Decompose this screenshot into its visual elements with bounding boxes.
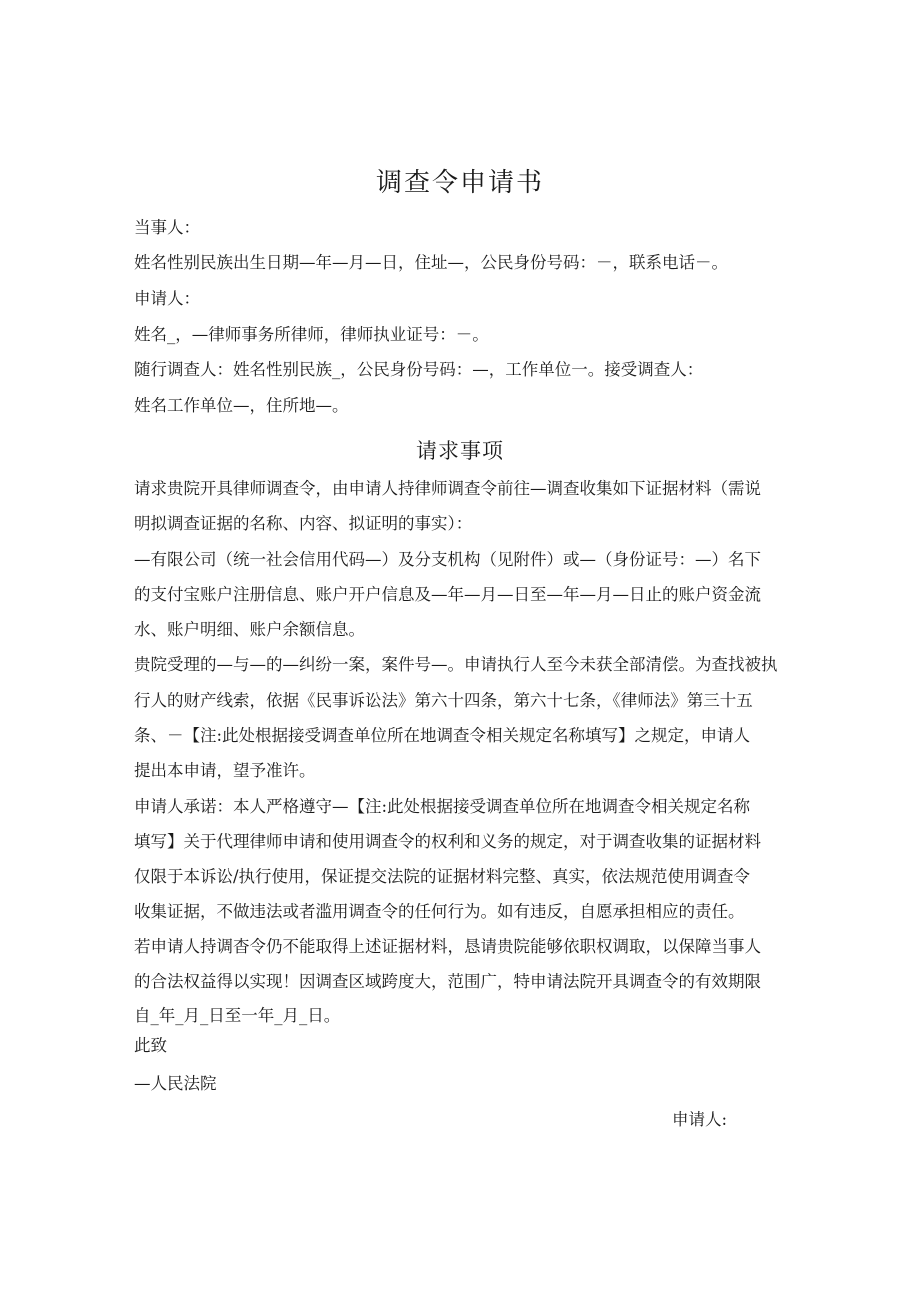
- body-line: 的支付宝账户注册信息、账户开户信息及—年—月—日至—年—月—日止的账户资金流: [134, 585, 761, 604]
- closing: 此致: [134, 1036, 167, 1055]
- body-line: 水、账户明细、账户余额信息。: [134, 620, 365, 639]
- body-line: 填写】关于代理律师申请和使用调查令的权利和义务的规定，对于调查收集的证据材料: [134, 832, 761, 851]
- body-line: 贵院受理的—与—的—纠纷一案，案件号—。申请执行人至今未获全部清偿。为查找被执: [134, 655, 778, 674]
- investigated-info: 姓名工作单位—，住所地—。: [134, 396, 349, 415]
- party-label: 当事人：: [134, 218, 200, 237]
- body-line: 收集证据，不做违法或者滥用调查令的任何行为。如有违反，自愿承担相应的责任。: [134, 902, 745, 921]
- body-line: 的合法权益得以实现！因调查区域跨度大，范围广，特申请法院开具调查令的有效期限: [134, 972, 761, 991]
- body-line: 明拟调查证据的名称、内容、拟证明的事实）：: [134, 514, 473, 533]
- body-line: 自_年_月_日至一年_月_日。: [134, 1006, 341, 1025]
- section-title: 请求事项: [416, 439, 504, 463]
- body-line: 申请人承诺：本人严格遵守—【注:此处根据接受调查单位所在地调查令相关规定名称: [134, 797, 751, 816]
- applicant-label: 申请人：: [134, 289, 200, 308]
- body-line: 提出本申请，望予准许。: [134, 761, 316, 780]
- companion-info: 随行调查人：姓名性别民族_，公民身份号码：—，工作单位一。接受调查人：: [134, 360, 704, 379]
- body-line: 条、－【注:此处根据接受调查单位所在地调查令相关规定名称填写】之规定，申请人: [134, 726, 751, 745]
- applicant-info: 姓名_，—律师事务所律师，律师执业证号：－。: [134, 325, 489, 344]
- signature-label: 申请人:: [672, 1110, 728, 1129]
- party-info: 姓名性别民族出生日期—年—月—日，住址—，公民身份号码：－，联系电话－。: [134, 253, 728, 272]
- body-line: 请求贵院开具律师调查令，由申请人持律师调查令前往—调查收集如下证据材料（需说: [134, 479, 761, 498]
- body-line: —有限公司（统一社会信用代码—）及分支机构（见附件）或—（身份证号：—）名下: [134, 550, 761, 569]
- body-line: 行人的财产线索，依据《民事诉讼法》第六十四条，第六十七条，《律师法》第三十五: [134, 691, 753, 710]
- document-title: 调查令申请书: [375, 168, 544, 198]
- body-line: 仅限于本诉讼/执行使用，保证提交法院的证据材料完整、真实，依法规范使用调查令: [134, 867, 751, 886]
- body-line: 若申请人持调杳令仍不能取得上述证据材料，恳请贵院能够依职权调取，以保障当事人: [134, 937, 761, 956]
- court-name: —人民法院: [134, 1074, 217, 1093]
